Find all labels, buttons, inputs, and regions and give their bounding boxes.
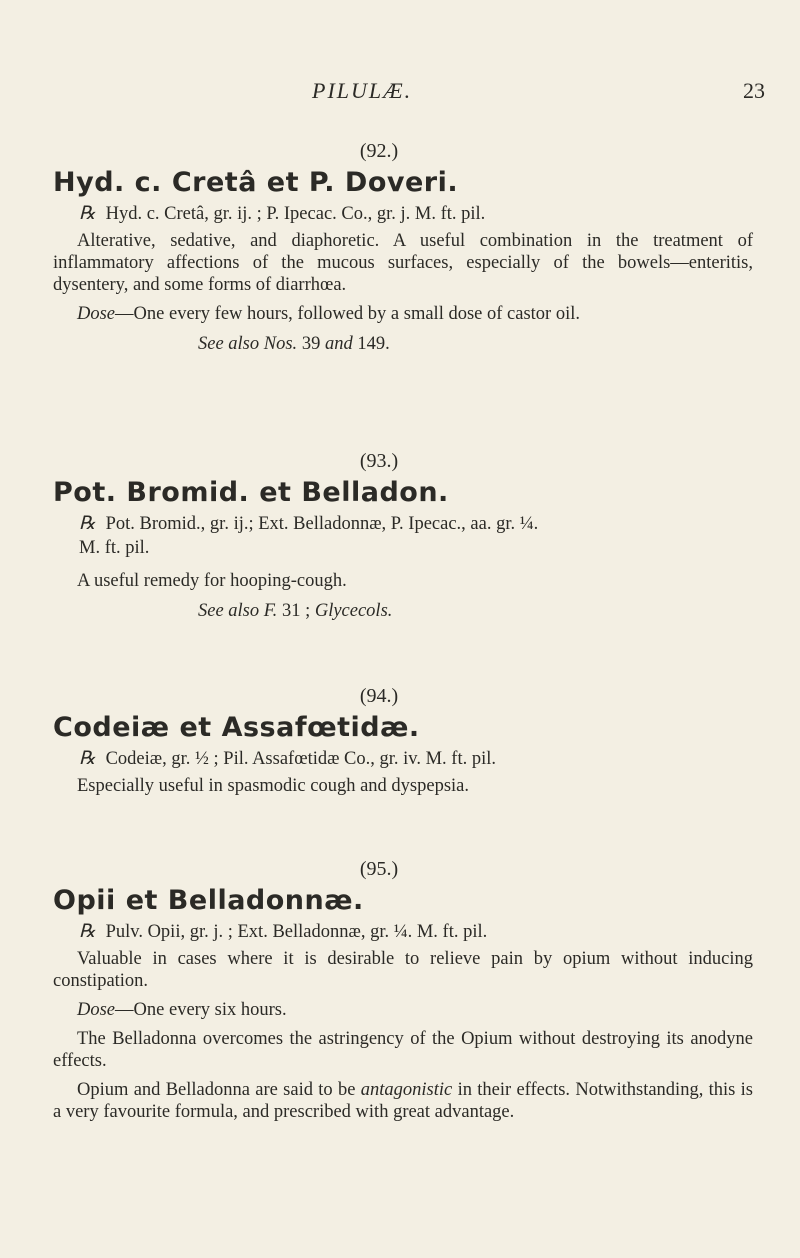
prescription: [53, 747, 753, 771]
dose: [53, 303, 753, 325]
entry-title: Codeiæ et Assafœtidæ.: [53, 712, 420, 743]
description: A useful remedy for hooping-cough.: [77, 571, 347, 591]
entry-number: (95.): [359, 858, 399, 880]
see-also-and: and: [324, 334, 353, 354]
running-title: PILULÆ.: [312, 78, 413, 103]
prescription-text: Pulv. Opii, gr. j. ; Ext. Belladonnæ, gr. ¼. M. ft. pil.: [105, 922, 488, 942]
recipe-symbol: ℞: [79, 749, 96, 769]
prescription-text: Codeiæ, gr. ½ ; Pil. Assafœtidæ Co., gr. iv. M. ft. pil.: [105, 749, 497, 769]
note-emphasis: antagonistic: [360, 1080, 453, 1100]
see-also-prefix: See also Nos.: [198, 334, 298, 354]
see-also-prefix: See also F.: [198, 601, 278, 621]
entry-number: (92.): [359, 140, 399, 162]
dose-label: Dose: [77, 1000, 116, 1020]
running-head: [0, 78, 800, 114]
note: The Belladonna overcomes the astringency of the Opium without destroying its anodyne effects.: [53, 1029, 753, 1071]
description: Valuable in cases where it is desirable to relieve pain by opium without inducing constipation.: [53, 949, 753, 991]
dose-text: —One every six hours.: [115, 1000, 287, 1020]
prescription: [53, 920, 753, 944]
recipe-symbol: ℞: [79, 514, 96, 534]
see-also-ref: 149.: [357, 334, 390, 354]
entry-title: Hyd. c. Cretâ et P. Doveri.: [53, 167, 459, 198]
see-also-ref: 39: [301, 334, 321, 354]
dose-text: —One every few hours, followed by a small dose of castor oil.: [115, 304, 580, 324]
prescription: [53, 512, 753, 536]
prescription-continued: M. ft. pil.: [79, 538, 150, 558]
formula-entry-92: [53, 140, 753, 356]
formula-entry-93: [53, 450, 753, 623]
formula-entry-94: [53, 685, 753, 804]
note: [53, 1079, 753, 1123]
dose: [53, 999, 753, 1021]
recipe-symbol: ℞: [79, 922, 96, 942]
note-text: in their effects. Notwithstanding, this is a very favourite formula, and prescribed with great advantage.: [53, 1080, 754, 1122]
prescription-text: Hyd. c. Cretâ, gr. ij. ; P. Ipecac. Co., gr. j. M. ft. pil.: [105, 204, 486, 224]
recipe-symbol: ℞: [79, 204, 96, 224]
entry-title: Opii et Belladonnæ.: [53, 885, 364, 916]
entry-number: (93.): [359, 450, 399, 472]
see-also: [53, 332, 753, 356]
entry-title: Pot. Bromid. et Belladon.: [53, 477, 449, 508]
see-also-ref: 31 ;: [281, 601, 311, 621]
description: Alterative, sedative, and diaphoretic. A useful combination in the treatment of inflammatory affections of the mucous surfaces, especially of the bowels—enteritis, dysentery, and some forms of diarrhœa.: [53, 231, 753, 295]
note-text: Opium and Belladonna are said to be: [77, 1080, 356, 1100]
see-also-ref: Glycecols.: [314, 601, 393, 621]
prescription-text: Pot. Bromid., gr. ij.; Ext. Belladonnæ, P. Ipecac., aa. gr. ¼.: [105, 514, 539, 534]
description: Especially useful in spasmodic cough and dyspepsia.: [77, 776, 470, 796]
page-number: 23: [743, 78, 765, 103]
prescription: [53, 202, 753, 226]
formula-entry-95: [53, 858, 753, 1130]
dose-label: Dose: [77, 304, 116, 324]
entry-number: (94.): [359, 685, 399, 707]
see-also: [53, 599, 753, 623]
